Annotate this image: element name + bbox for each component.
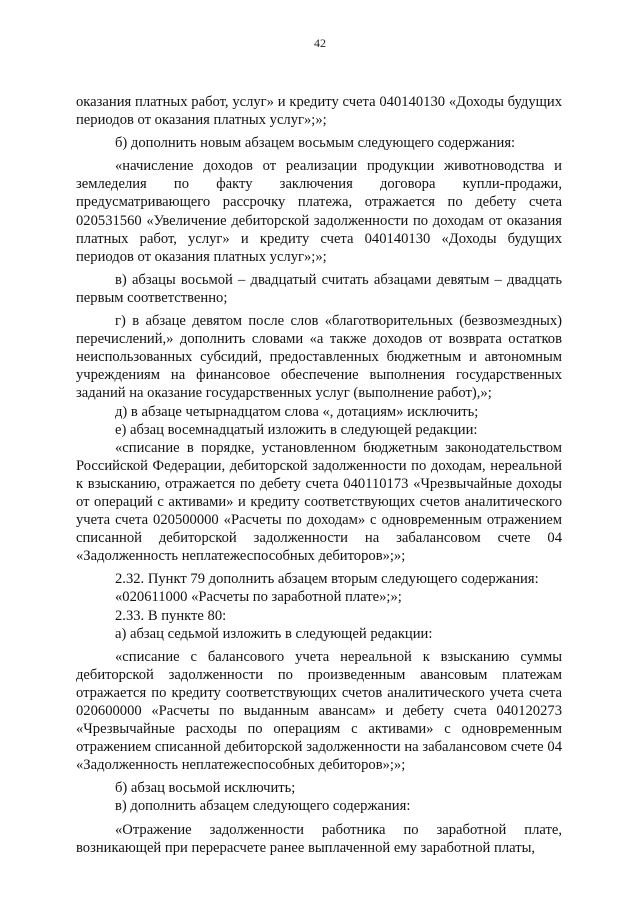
paragraph: е) абзац восемнадцатый изложить в следующей редакции: xyxy=(115,421,478,438)
paragraph: «начисление доходов от реализации продукции животноводства и земледелия по факту заключения договора купли-продажи, предусматривающего рассрочку платежа, отражается по дебету счета 020531560 «Увеличение дебиторской задолженности по доходам от оказания платных работ, услуг» и кредиту счета 040140130 «Доходы будущих периодов от оказания платных услуг»;»; xyxy=(76,158,562,265)
paragraph: в) дополнить абзацем следующего содержания: xyxy=(115,798,411,815)
paragraph: д) в абзаце четырнадцатом слова «, дотациям» исключить; xyxy=(115,403,479,420)
paragraph: «020611000 «Расчеты по заработной плате»;»; xyxy=(115,589,402,606)
document-body xyxy=(76,93,562,857)
paragraph: г) в абзаце девятом после слов «благотворительных (безвозмездных) перечислений,» дополнить словами «а также доходов от возврата остатков неиспользованных субсидий, предоставленных бюджетным и автономным учреждениям на финансовое обеспечение выполнения государственных заданий на оказание государственных услуг (выполнение работ),»; xyxy=(76,313,562,402)
paragraph: «списание в порядке, установленном бюджетным законодательством Российской Федерации, дебиторской задолженности по доходам, нереальной к взысканию, отражается по дебету счета 040110173 «Чрезвычайные доходы от операций с активами» и кредиту соответствующих счетов аналитического учета счета 020500000 «Расчеты по доходам» с одновременным отражением списанной дебиторской задолженности на забалансовом счете 04 «Задолженность неплатежеспособных дебиторов»;»; xyxy=(76,439,562,565)
paragraph: б) абзац восьмой исключить; xyxy=(115,780,296,797)
paragraph: а) абзац седьмой изложить в следующей редакции: xyxy=(115,625,433,642)
paragraph: 2.33. В пункте 80: xyxy=(115,607,227,624)
paragraph: «Отражение задолженности работника по заработной плате, возникающей при перерасчете ранее выплаченной ему заработной платы, xyxy=(76,821,562,856)
paragraph: оказания платных работ, услуг» и кредиту счета 040140130 «Доходы будущих периодов от оказания платных услуг»;»; xyxy=(76,94,562,129)
page-number: 42 xyxy=(314,36,326,50)
paragraph: в) абзацы восьмой – двадцатый считать абзацами девятым – двадцать первым соответственно; xyxy=(76,271,562,306)
paragraph: «списание с балансового учета нереальной к взысканию суммы дебиторской задолженности по произведенным авансовым платежам отражается по кредиту соответствующих счетов аналитического учета счета 020600000 «Расчеты по выданным авансам» и дебету счета 040120273 «Чрезвычайные расходы по операциям с активами» с одновременным отражением списанной дебиторской задолженности на забалансовом счете 04 «Задолженность неплатежеспособных дебиторов»;»; xyxy=(76,648,562,774)
paragraph: б) дополнить новым абзацем восьмым следующего содержания: xyxy=(115,135,516,152)
paragraph: 2.32. Пункт 79 дополнить абзацем вторым следующего содержания: xyxy=(115,571,539,588)
